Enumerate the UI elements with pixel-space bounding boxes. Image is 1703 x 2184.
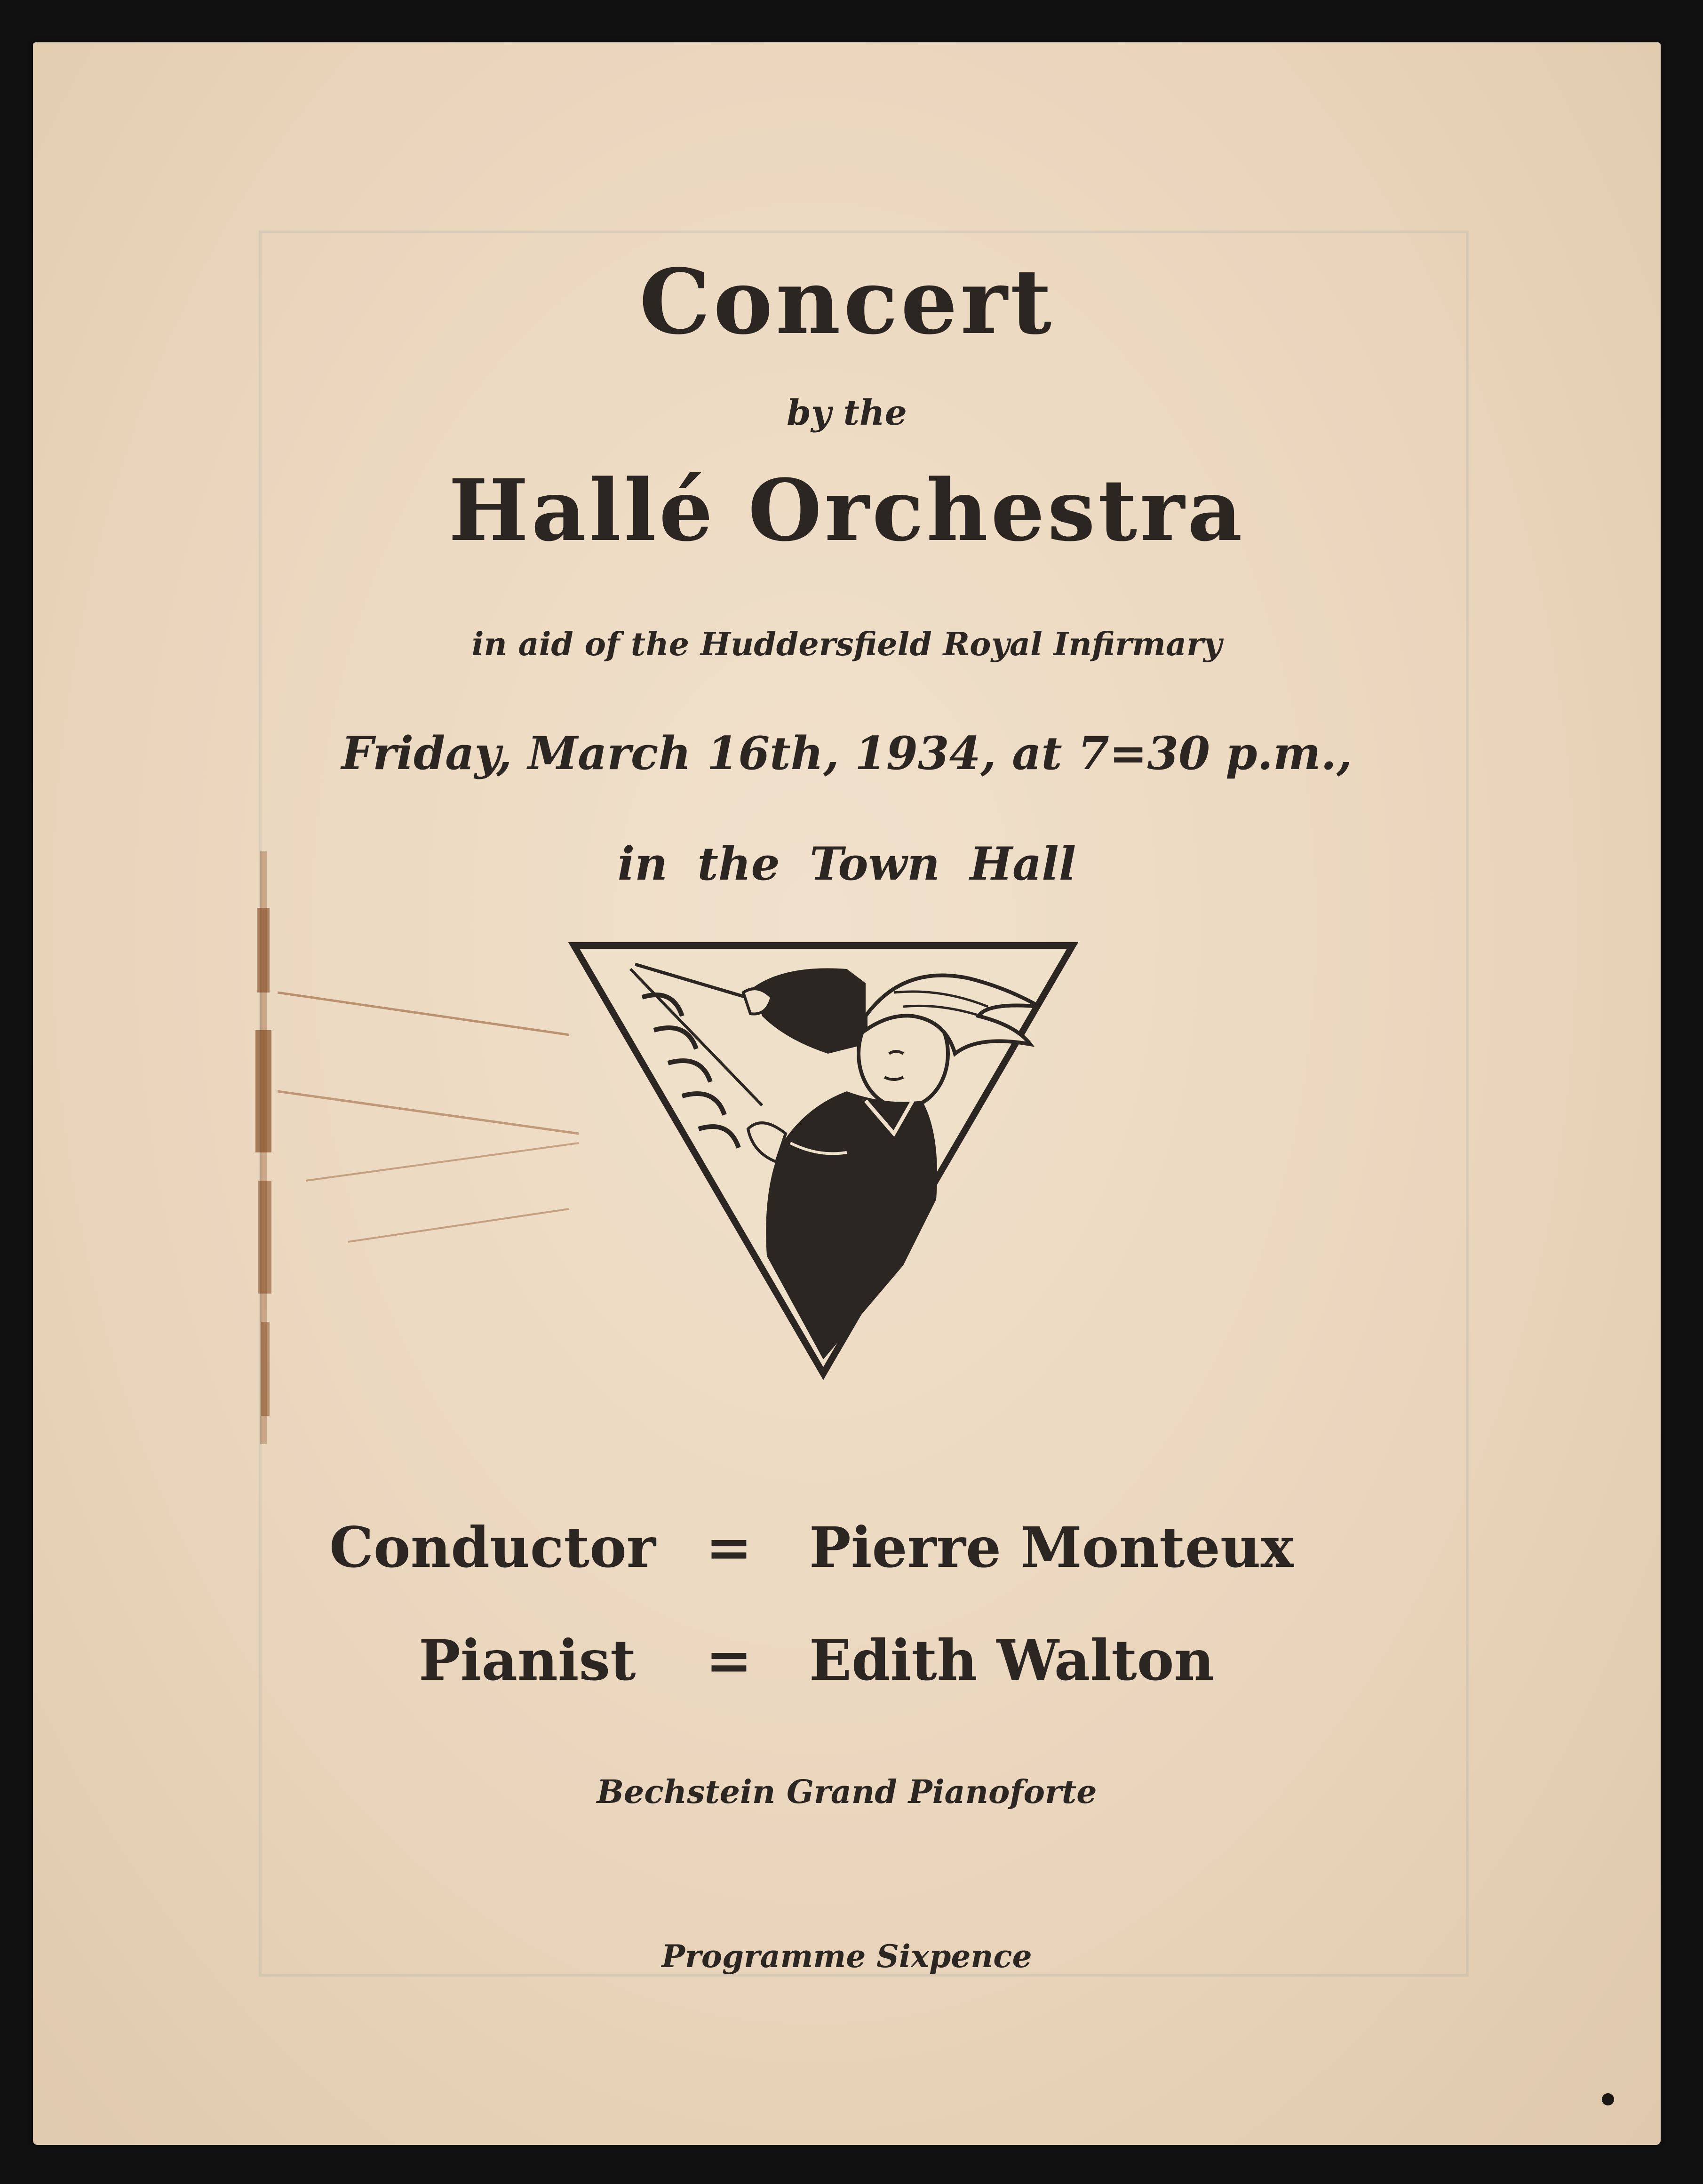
byline: by the [787,393,907,433]
piano-credit: Bechstein Grand Pianoforte [597,1773,1097,1811]
conductor-credit [33,1515,1661,1590]
pianist-credit [33,1628,1661,1703]
venue: in the Town Hall [617,837,1076,890]
conductor-triangle-emblem-icon [565,936,1082,1383]
conductor-name: Pierre Monteux [809,1515,1294,1580]
charity-line: in aid of the Huddersfield Royal Infirmary [471,626,1222,663]
orchestra-name: Hallé Orchestra [448,461,1245,560]
rust-stain [247,851,285,1444]
conductor-label: Conductor [329,1515,656,1580]
pianist-separator: = [706,1628,752,1693]
pianist-name: Edith Walton [809,1628,1215,1693]
programme-price: Programme Sixpence [661,1938,1032,1975]
ink-spot [1602,2093,1614,2105]
pianist-label: Pianist [419,1628,636,1693]
conductor-separator: = [706,1515,752,1580]
concert-title: Concert [639,249,1055,354]
programme-cover [33,42,1661,2145]
date-time: Friday, March 16th, 1934, at 7=30 p.m., [341,727,1353,780]
